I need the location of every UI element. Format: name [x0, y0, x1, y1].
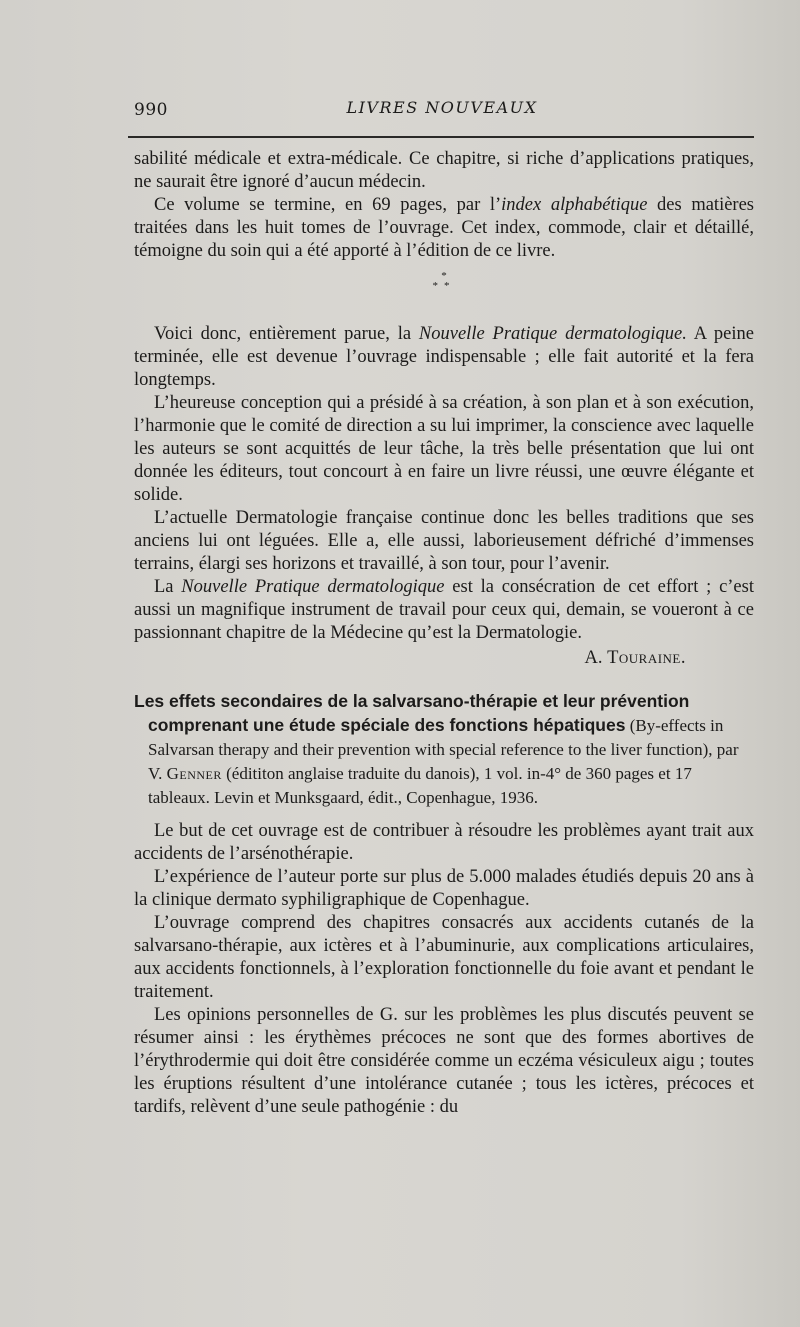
- review2-title: Les effets secondaires de la salvarsano-thérapie et leur prévention comprenant une étude spéciale des fonctions hépatiques: [134, 691, 690, 735]
- signature-name: Touraine.: [607, 648, 686, 668]
- signature-initial: A.: [584, 648, 608, 668]
- page-number: 990: [134, 100, 168, 120]
- review1-p3-text-b: A peine terminée, elle est devenue l’ouvrage indispensable ; elle fait autorité et la fera longtemps.: [134, 324, 754, 390]
- review2-subtitle-a: (By-effects in Salvarsan therapy and their prevention with special reference to the liver function), par V.: [148, 716, 739, 783]
- review2-author: Genner: [166, 764, 222, 783]
- review2-paragraph-1: Le but de cet ouvrage est de contribuer à résoudre les problèmes ayant trait aux accidents de l’arsénothérapie.: [134, 821, 754, 864]
- review1-paragraph-5: L’actuelle Dermatologie française continue donc les belles traditions que ses anciens lui ont léguées. Elle a, elle aussi, laborieusement défriché d’immenses terrains, élargi ses horizons et travaillé, à son tour, pour l’avenir.: [134, 508, 754, 574]
- review2-paragraph-3: L’ouvrage comprend des chapitres consacrés aux accidents cutanés de la salvarsano-thérapie, aux ictères et à l’abuminurie, aux complications articulaires, aux accidents fonctionnels, à l’exploration fonctionnelle du foie avant et pendant le traitement.: [134, 913, 754, 1002]
- page-header: [134, 96, 750, 126]
- running-title: LIVRES NOUVEAUX: [346, 98, 538, 117]
- review1-p3-text-a: Voici donc, entièrement parue, la: [154, 324, 419, 344]
- review2-paragraph-2: L’expérience de l’auteur porte sur plus de 5.000 malades étudiés depuis 20 ans à la clinique dermato syphiligraphique de Copenhague.: [134, 867, 754, 910]
- review2-subtitle-b: (édititon anglaise traduite du danois), 1 vol. in-4° de 360 pages et 17 tableaux. Levin et Munksgaard, édit., Copenhague, 1936.: [148, 764, 692, 807]
- review1-p2-text-b: des matières traitées dans les huit tomes de l’ouvrage. Cet index, commode, clair et détaillé, témoigne du soin qui a été apporté à l’édition de ce livre.: [134, 195, 754, 261]
- review1-paragraph-6: [134, 576, 754, 645]
- review2-heading: [134, 690, 754, 810]
- header-rule: [128, 136, 754, 138]
- review2-paragraph-4: Les opinions personnelles de G. sur les problèmes les plus discutés peuvent se résumer ainsi : les érythèmes précoces ne sont que des formes abortives de l’érythrodermie qui doit être considérée comme un eczéma vésiculeux aigu ; toutes les éruptions résultent d’une intolérance cutanée ; tous les ictères, précoces et tardifs, relèvent d’une seule pathogénie : du: [134, 1005, 754, 1117]
- review1-paragraph-4: L’heureuse conception qui a présidé à sa création, à son plan et à son exécution, l’harmonie que le comité de direction a su lui imprimer, la conscience avec laquelle les auteurs se sont acquittés de leur tâche, la très belle présentation que lui ont donnée les éditeurs, tout concourt à en faire un livre réussi, une œuvre élégante et solide.: [134, 393, 754, 505]
- review1-p6-text-a: La: [154, 577, 182, 597]
- review1-signature: [134, 647, 754, 670]
- page-body: [134, 148, 754, 1119]
- review1-paragraph-1: sabilité médicale et extra-médicale. Ce chapitre, si riche d’applications pratiques, ne saurait être ignoré d’aucun médecin.: [134, 149, 754, 192]
- review1-paragraph-2: [134, 194, 754, 263]
- review1-p6-text-b: est la consécration de cet effort ; c’est aussi un magnifique instrument de travail pour ceux qui, demain, se voueront à ce passionnant chapitre de la Médecine qu’est la Dermatologie.: [134, 577, 754, 643]
- asterism-bottom: **: [432, 280, 456, 292]
- review1-p2-text-a: Ce volume se termine, en 69 pages, par l’: [154, 195, 502, 215]
- review1-p6-italic: Nouvelle Pratique dermatologique: [181, 577, 445, 597]
- review1-p3-italic: Nouvelle Pratique dermatologique.: [418, 324, 687, 344]
- asterism-separator: [134, 263, 754, 313]
- review1-paragraph-3: [134, 323, 754, 392]
- spacer: [134, 313, 754, 323]
- review1-p2-italic: index alphabétique: [501, 195, 648, 215]
- asterism-top: *: [441, 270, 447, 282]
